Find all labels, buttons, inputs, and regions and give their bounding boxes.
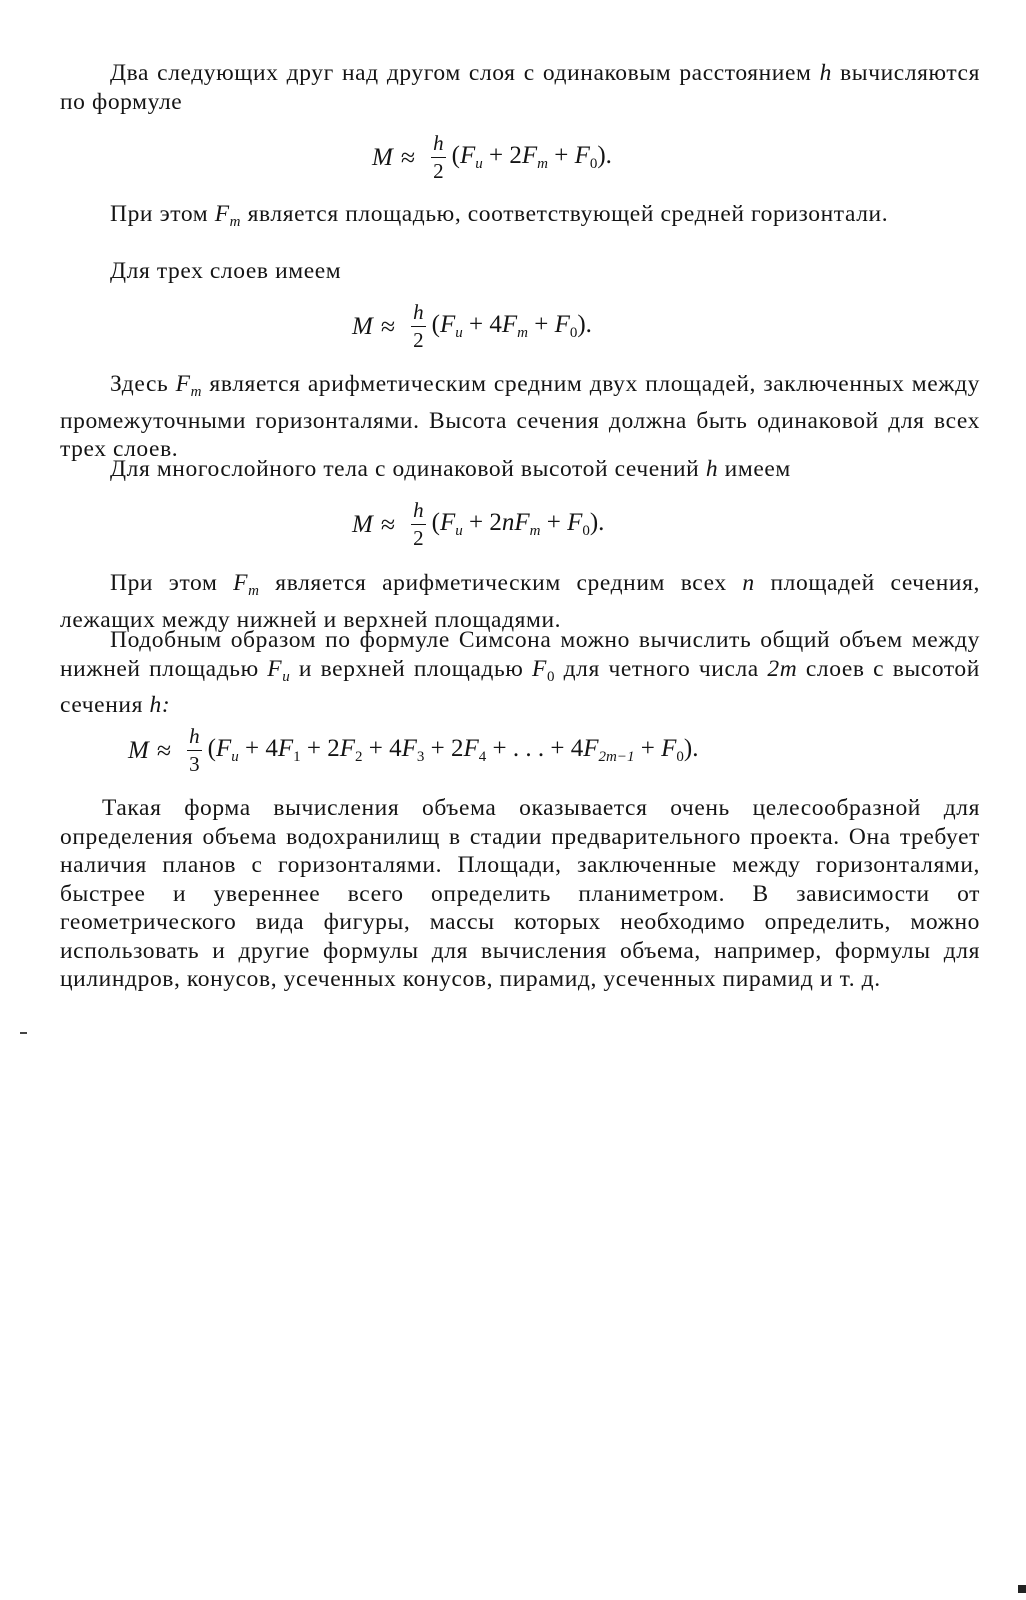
- var-h: h: [705, 456, 719, 482]
- fraction: [411, 500, 426, 549]
- paragraph-6-text-b: является арифметическим средним всех: [275, 570, 727, 596]
- formula-3: [352, 500, 604, 549]
- var-f: F: [214, 201, 230, 227]
- paragraph-7-text-a: Подобным образом по формуле Симсона можно вычислить общий объем между нижней площадью: [60, 627, 980, 682]
- formula-lhs: M: [352, 510, 373, 538]
- formula-lhs: M: [352, 312, 373, 340]
- formula-body: $(F_u + 2nF_m + F_0)$.: [431, 509, 605, 539]
- paragraph-1: [60, 59, 980, 116]
- fraction: [187, 726, 202, 775]
- var-2m: 2m: [767, 655, 798, 682]
- var-h-colon: h:: [149, 692, 171, 718]
- fraction-numerator: h: [431, 133, 446, 158]
- margin-mark: [20, 1032, 27, 1034]
- paragraph-8-text: Такая форма вычисления объема оказывается очень целесообразной для определения объема водохранилищ в стадии предварительного проекта. Она требует наличия планов с горизонталями. Площади, заключенные между горизонталями, быстрее и увереннее всего определить планиметром. В зависимости от геометрического вида фигуры, массы которых необходимо определить, можно использовать и другие формулы для вычисления объема, например, формулы для цилиндров, конусов, усеченных конусов, пирамид, усеченных пирамид и т. д.: [60, 795, 980, 992]
- paragraph-6-text-c: площадей сечения, лежащих между нижней и верхней площадями.: [60, 570, 980, 633]
- paragraph-3: [60, 257, 980, 286]
- fraction-denominator: 2: [433, 159, 444, 183]
- paragraph-4-text-b: является арифметическим средним двух площадей, заключенных между промежуточными горизонталями. Высота сечения должна быть одинаковой для всех трех слоев.: [60, 371, 980, 462]
- paragraph-8: [60, 794, 980, 994]
- var-fm: [214, 201, 242, 230]
- var-sub: m: [229, 214, 242, 230]
- formula-1: [372, 133, 612, 182]
- paragraph-4-text-a: Здесь: [110, 371, 169, 397]
- fraction-numerator: h: [411, 302, 426, 327]
- var-fm: $F_m$: [233, 570, 260, 599]
- edge-mark: [1018, 1585, 1026, 1593]
- approx-sign: ≈: [380, 509, 396, 539]
- approx-sign: ≈: [400, 142, 416, 172]
- paragraph-2-text-b: является площадью, соответствующей средней горизонтали.: [247, 201, 889, 227]
- paragraph-2: [60, 200, 980, 237]
- var-fm: $F_m$: [175, 371, 203, 400]
- paragraph-6-text-a: При этом: [110, 570, 218, 596]
- fraction-numerator: h: [411, 500, 426, 525]
- paragraph-1-text: Два следующих друг над другом слоя с одинаковым расстоянием: [110, 60, 812, 86]
- var-fu: $F_u$: [267, 655, 291, 685]
- formula-body: ($F_u + 4F_1 + 2F_2 + 4F_3 + 2F_4$ + . . . + $4F_{2m-1} + F_0$).: [207, 735, 699, 765]
- paragraph-5-text: Для многослойного тела с одинаковой высотой сечений: [110, 456, 700, 482]
- paragraph-7: [60, 626, 980, 720]
- fraction-denominator: 2: [413, 328, 424, 352]
- var-f0: $F_0$: [532, 655, 556, 685]
- paragraph-7-text-b: и верхней площадью: [298, 655, 524, 682]
- paragraph-7-text-c: для четного числа: [563, 655, 759, 682]
- formula-lhs: M: [372, 143, 393, 171]
- approx-sign: ≈: [380, 311, 396, 341]
- paragraph-2-text-a: При этом: [110, 201, 209, 227]
- paragraph-6: [60, 569, 980, 634]
- var-n: n: [742, 570, 755, 596]
- fraction-denominator: 3: [189, 752, 200, 776]
- paragraph-7-text-d: слоев с высотой сечения: [60, 655, 980, 718]
- formula-body: $(F_u + 2F_m + F_0)$.: [451, 142, 612, 172]
- formula-2: [352, 302, 592, 351]
- fraction-numerator: h: [187, 726, 202, 751]
- formula-4: [128, 726, 698, 775]
- paragraph-1-text-2: вычисляются по формуле: [60, 60, 980, 115]
- formula-body: $(F_u + 4F_m + F_0)$.: [431, 311, 592, 341]
- fraction: [411, 302, 426, 351]
- paragraph-5-end: имеем: [724, 456, 791, 482]
- paragraph-5: [60, 455, 980, 484]
- fraction-denominator: 2: [413, 526, 424, 550]
- formula-lhs: M: [128, 736, 149, 764]
- var-h: h: [819, 60, 832, 86]
- fraction: [431, 133, 446, 182]
- approx-sign: ≈: [156, 735, 172, 765]
- paragraph-3-text: Для трех слоев имеем: [110, 258, 342, 284]
- paragraph-4: [60, 370, 980, 464]
